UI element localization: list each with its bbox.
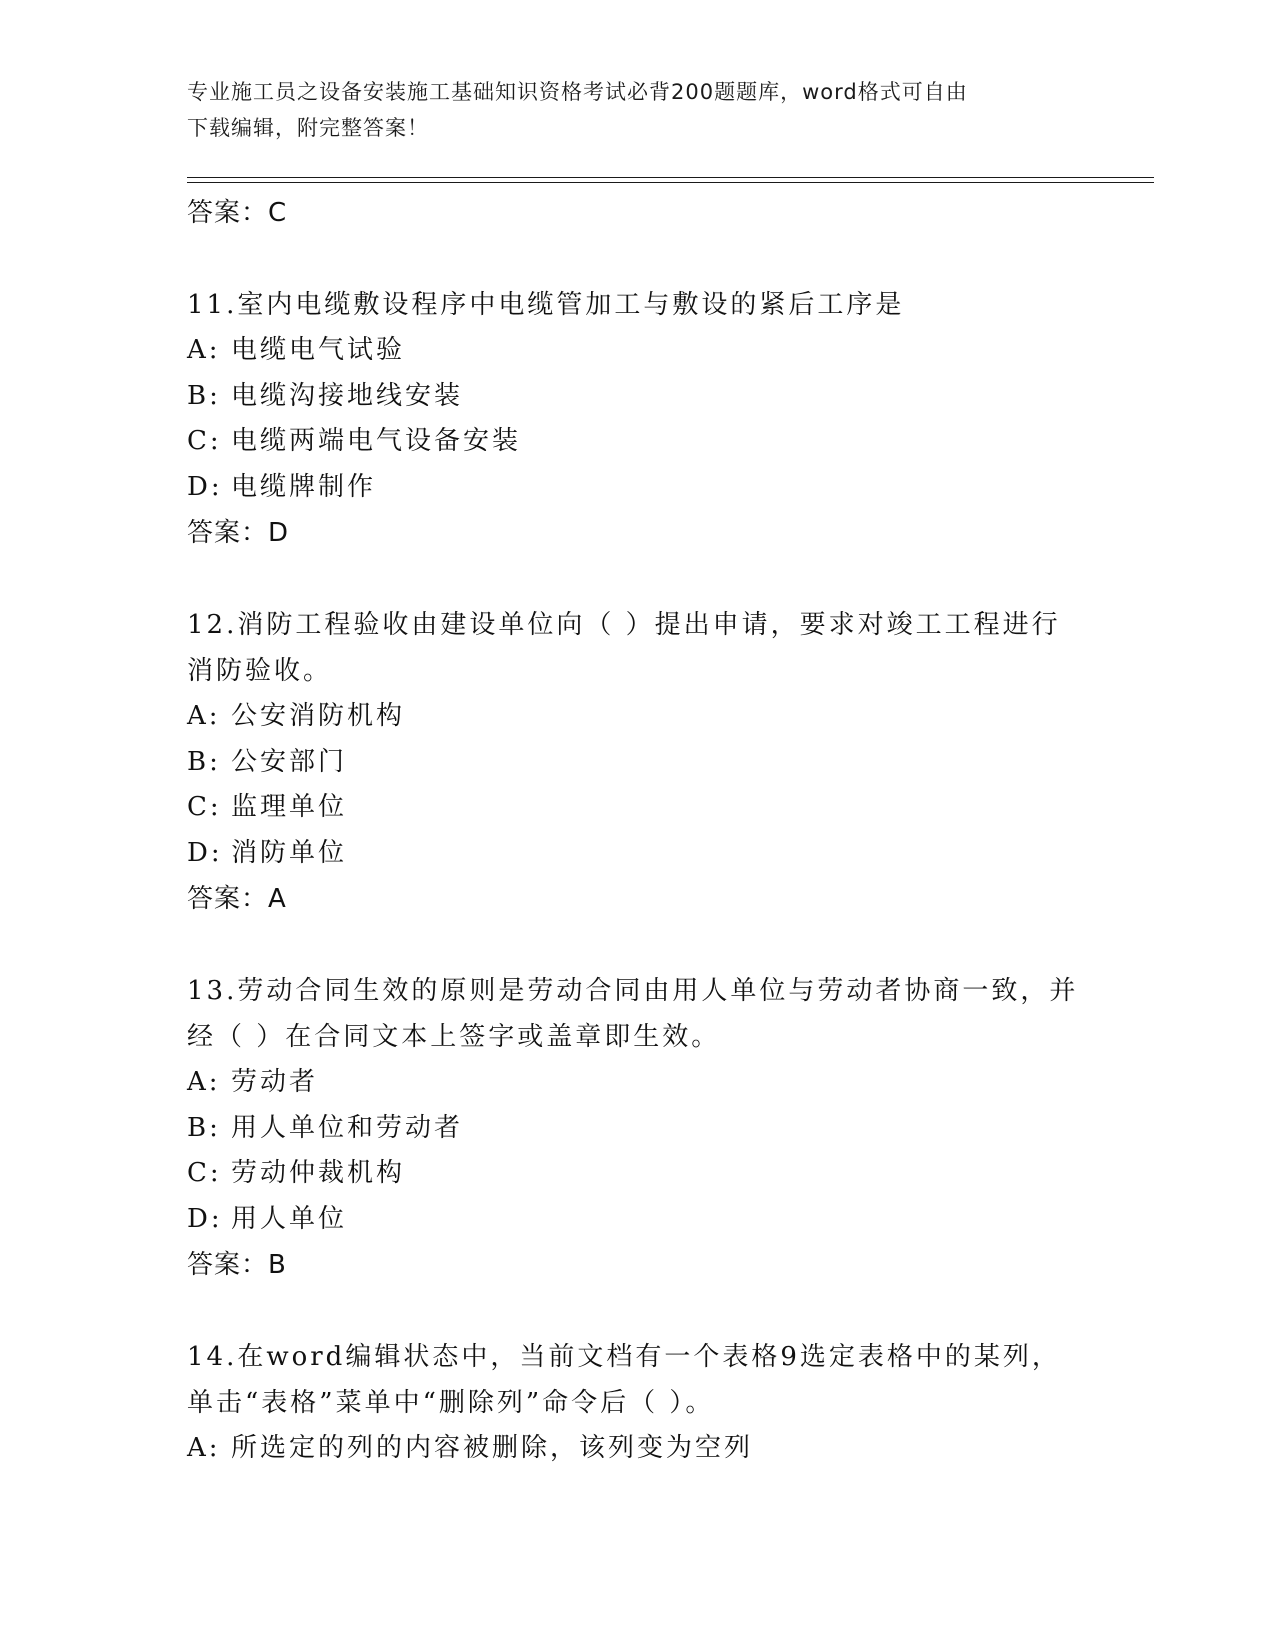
answer-line: 答案：A (187, 884, 287, 914)
option-d (187, 465, 1087, 511)
option-letter: A: (187, 1433, 221, 1463)
option-a (187, 1060, 1087, 1106)
option-d (187, 831, 1087, 877)
option-letter: D: (187, 837, 223, 868)
header-line-2: 下载编辑，附完整答案！ (187, 116, 429, 140)
option-text: 用人单位和劳动者 (231, 1112, 464, 1143)
document-header (187, 74, 1067, 146)
option-text: 电缆牌制作 (231, 471, 377, 502)
option-letter: C: (187, 792, 222, 822)
option-a (187, 694, 1087, 740)
question-12 (187, 602, 1087, 922)
option-text: 消防单位 (231, 837, 348, 868)
question-13 (187, 968, 1087, 1288)
option-b (187, 374, 1087, 420)
document-body (187, 190, 1087, 1472)
option-text: 电缆沟接地线安装 (231, 380, 464, 411)
option-text: 电缆电气试验 (231, 335, 406, 365)
answer-line: 答案：D (187, 518, 290, 548)
option-text: 劳动者 (231, 1067, 319, 1097)
option-letter: D: (187, 1203, 223, 1234)
question-text-line-1: 14.在word编辑状态中，当前文档有一个表格9选定表格中的某列， (187, 1342, 1061, 1372)
header-line-1: 专业施工员之设备安装施工基础知识资格考试必背200题题库，word格式可自由 (187, 80, 968, 104)
option-letter: C: (187, 1158, 222, 1188)
option-letter: B: (187, 1112, 221, 1143)
option-text: 所选定的列的内容被删除，该列变为空列 (231, 1433, 754, 1463)
option-b (187, 740, 1087, 786)
option-text: 监理单位 (231, 792, 348, 822)
answer-line: 答案：B (187, 1250, 287, 1280)
question-14 (187, 1334, 1087, 1472)
option-letter: B: (187, 746, 221, 777)
header-rule-top (187, 177, 1154, 178)
option-a (187, 1426, 1087, 1472)
question-text-line-2: 消防验收。 (187, 656, 333, 686)
question-text-line-1: 12.消防工程验收由建设单位向（ ）提出申请，要求对竣工工程进行 (187, 610, 1061, 640)
question-text: 11.室内电缆敷设程序中电缆管加工与敷设的紧后工序是 (187, 290, 905, 320)
option-d (187, 1197, 1087, 1243)
answer-line: 答案：C (187, 198, 288, 228)
question-11 (187, 282, 1087, 556)
option-a (187, 328, 1087, 374)
question-text-line-2: 经（ ）在合同文本上签字或盖章即生效。 (187, 1022, 721, 1052)
question-text-line-1: 13.劳动合同生效的原则是劳动合同由用人单位与劳动者协商一致，并 (187, 976, 1079, 1006)
option-c (187, 1151, 1087, 1197)
option-b (187, 1106, 1087, 1152)
option-text: 公安消防机构 (231, 701, 406, 731)
option-letter: B: (187, 380, 221, 411)
option-letter: D: (187, 471, 223, 502)
option-text: 公安部门 (231, 746, 348, 777)
option-c (187, 419, 1087, 465)
option-text: 劳动仲裁机构 (231, 1158, 406, 1188)
option-letter: A: (187, 701, 221, 731)
option-letter: A: (187, 1067, 221, 1097)
option-c (187, 785, 1087, 831)
option-letter: A: (187, 335, 221, 365)
option-text: 电缆两端电气设备安装 (231, 426, 522, 456)
option-text: 用人单位 (231, 1203, 348, 1234)
header-rule-bottom (187, 182, 1154, 183)
option-letter: C: (187, 426, 222, 456)
question-text-line-2: 单击“表格”菜单中“删除列”命令后（ ）。 (187, 1388, 715, 1418)
